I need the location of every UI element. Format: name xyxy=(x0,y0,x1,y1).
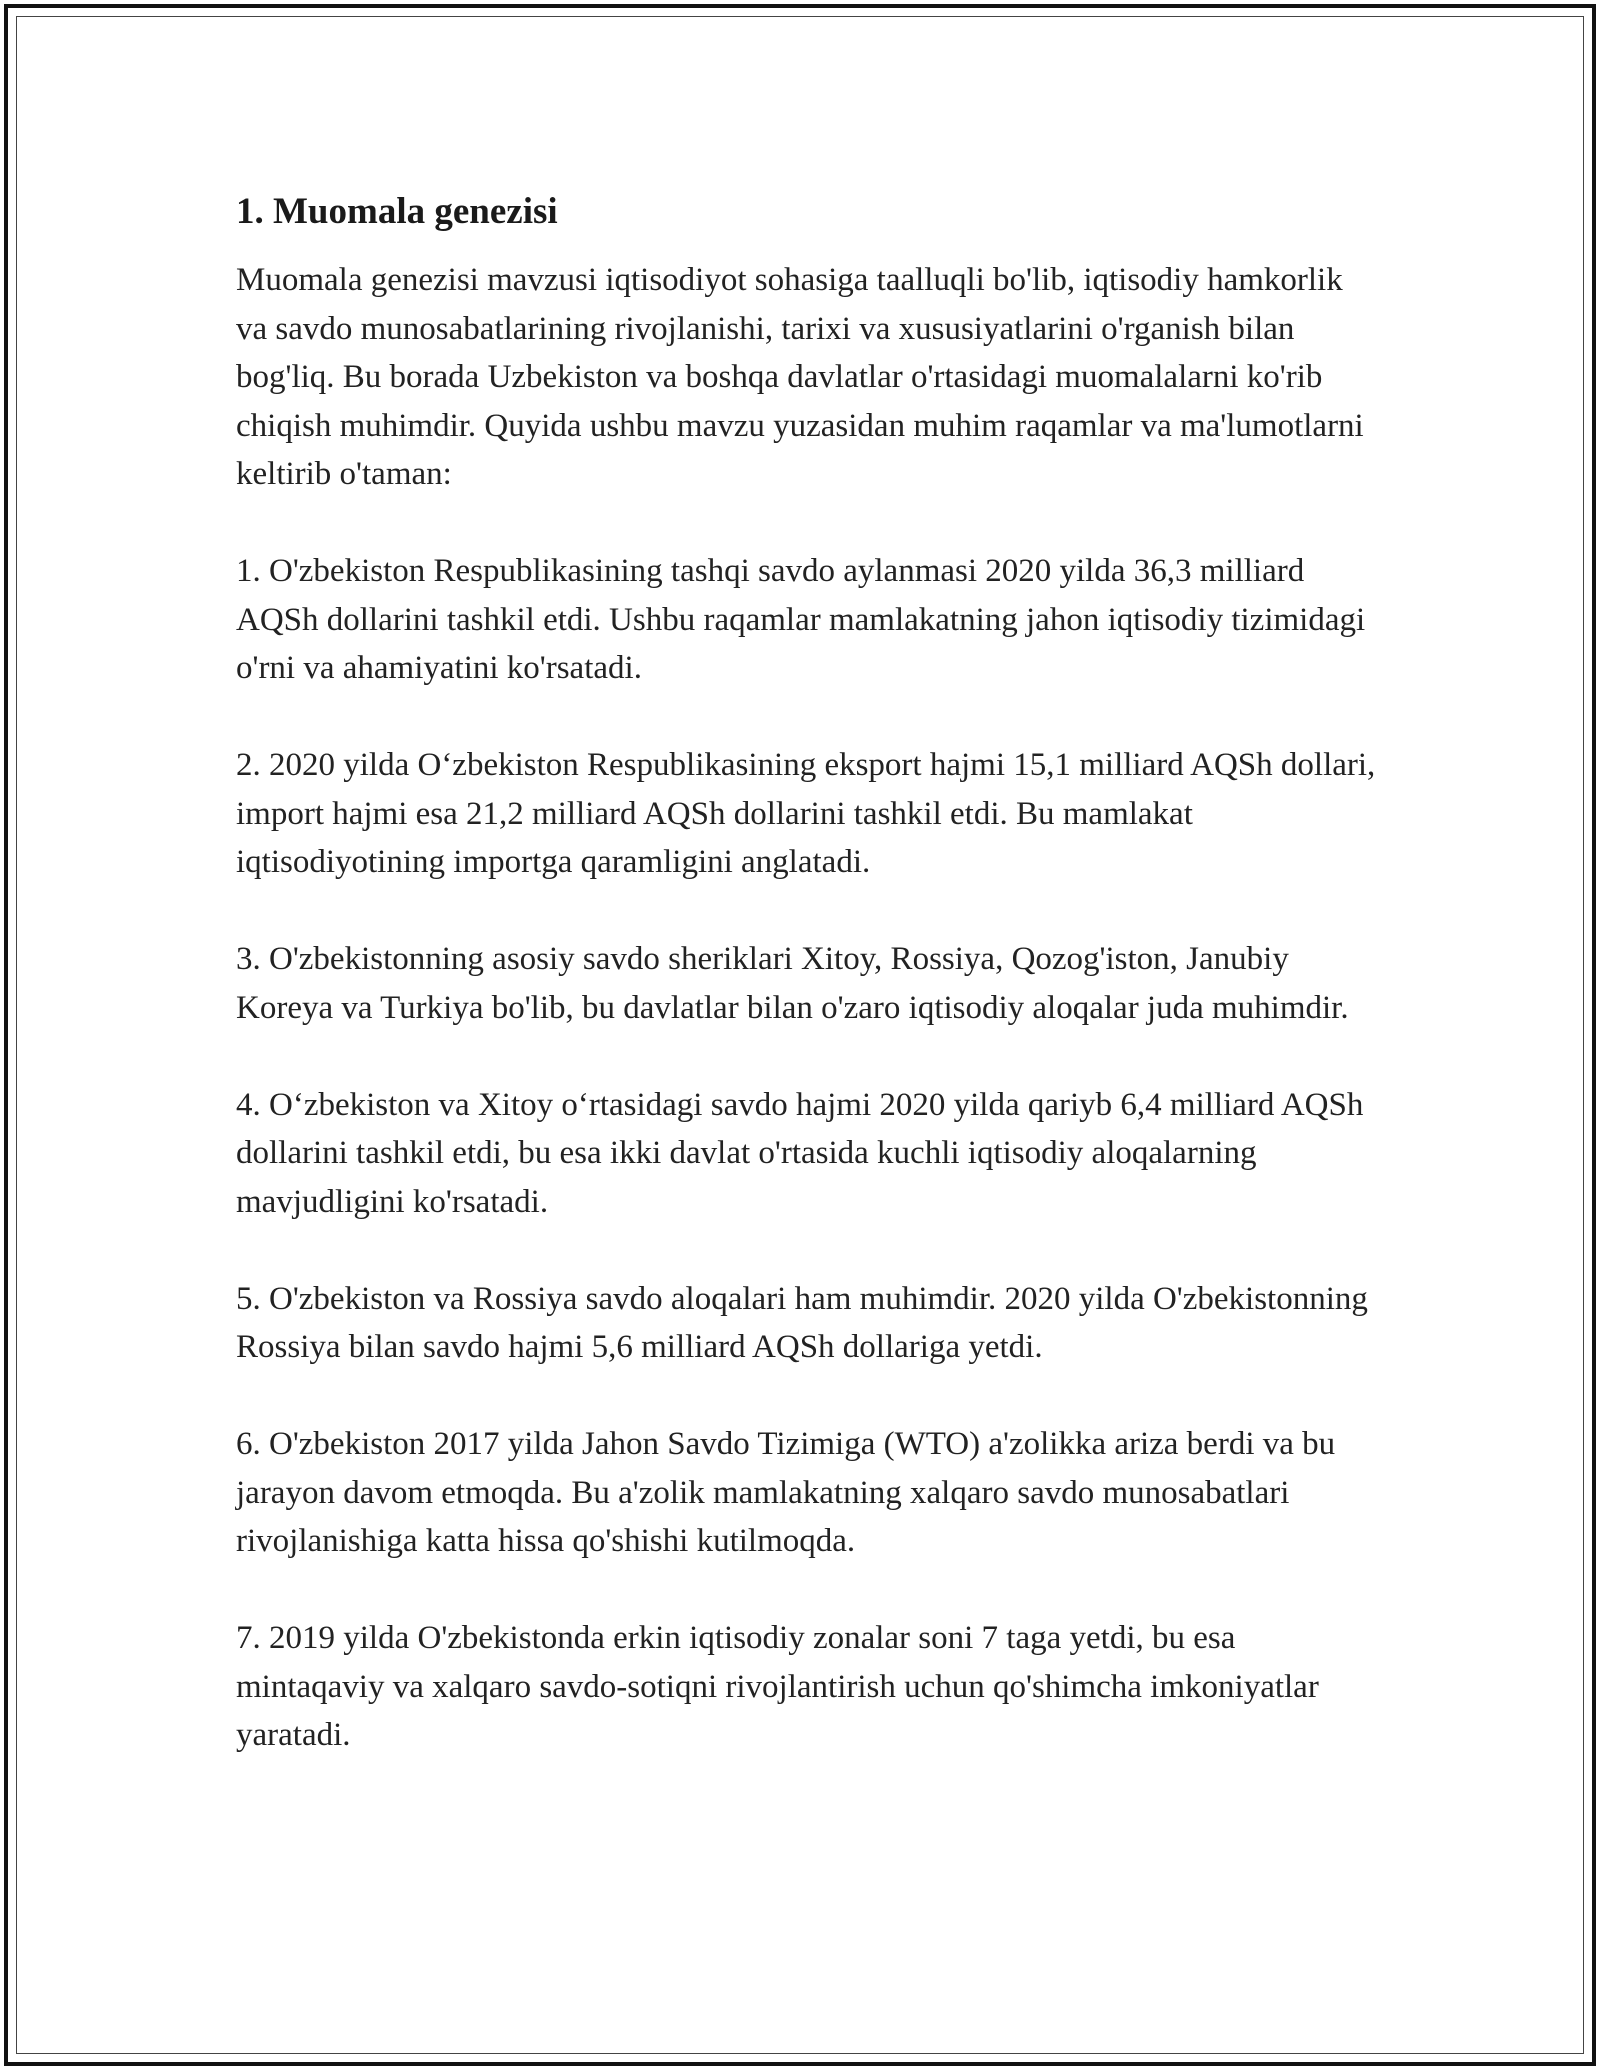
list-item-5: 5. O'zbekiston va Rossiya savdo aloqalari ham muhimdir. 2020 yilda O'zbekistonning Rossiya bilan savdo hajmi 5,6 milliard AQSh dollariga yetdi. xyxy=(236,1280,1368,1365)
list-item-3: 3. O'zbekistonning asosiy savdo sheriklari Xitoy, Rossiya, Qozog'iston, Janubiy Koreya va Turkiya bo'lib, bu davlatlar bilan o'zaro iqtisodiy aloqalar juda muhimdir. xyxy=(236,941,1349,1026)
list-item-2: 2. 2020 yilda O‘zbekiston Respublikasining eksport hajmi 15,1 milliard AQSh dollari, import hajmi esa 21,2 milliard AQSh dollarini tashkil etdi. Bu mamlakat iqtisodiyotining importga qaramligini anglatadi. xyxy=(236,747,1376,880)
section-heading: 1. Muomala genezisi xyxy=(236,191,558,232)
list-item-6: 6. O'zbekiston 2017 yilda Jahon Savdo Tizimiga (WTO) a'zolikka ariza berdi va bu jarayon davom etmoqda. Bu a'zolik mamlakatning xalqaro savdo munosabatlari rivojlanishiga katta hissa qo'shishi kutilmoqda. xyxy=(236,1426,1336,1559)
intro-paragraph: Muomala genezisi mavzusi iqtisodiyot sohasiga taalluqli bo'lib, iqtisodiy hamkorlik va savdo munosabatlarining rivojlanishi, tarixi va xususiyatlarini o'rganish bilan bog'liq. Bu borada Uzbekiston va boshqa davlatlar o'rtasidagi muomalalarni ko'rib chiqish muhimdir. Quyida ushbu mavzu yuzasidan muhim raqamlar va ma'lumotlarni keltirib o'taman: xyxy=(236,262,1364,492)
list-item-4: 4. O‘zbekiston va Xitoy o‘rtasidagi savdo hajmi 2020 yilda qariyb 6,4 milliard AQSh dollarini tashkil etdi, bu esa ikki davlat o'rtasida kuchli iqtisodiy aloqalarning mavjudligini ko'rsatadi. xyxy=(236,1086,1364,1220)
list-item-1: 1. O'zbekiston Respublikasining tashqi savdo aylanmasi 2020 yilda 36,3 milliard AQSh dollarini tashkil etdi. Ushbu raqamlar mamlakatning jahon iqtisodiy tizimidagi o'rni va ahamiyatini ko'rsatadi. xyxy=(236,553,1366,686)
document-body xyxy=(236,186,1376,1808)
list-item-7: 7. 2019 yilda O'zbekistonda erkin iqtisodiy zonalar soni 7 taga yetdi, bu esa mintaqaviy va xalqaro savdo-sotiqni rivojlantirish uchun qo'shimcha imkoniyatlar yaratadi. xyxy=(236,1620,1319,1753)
